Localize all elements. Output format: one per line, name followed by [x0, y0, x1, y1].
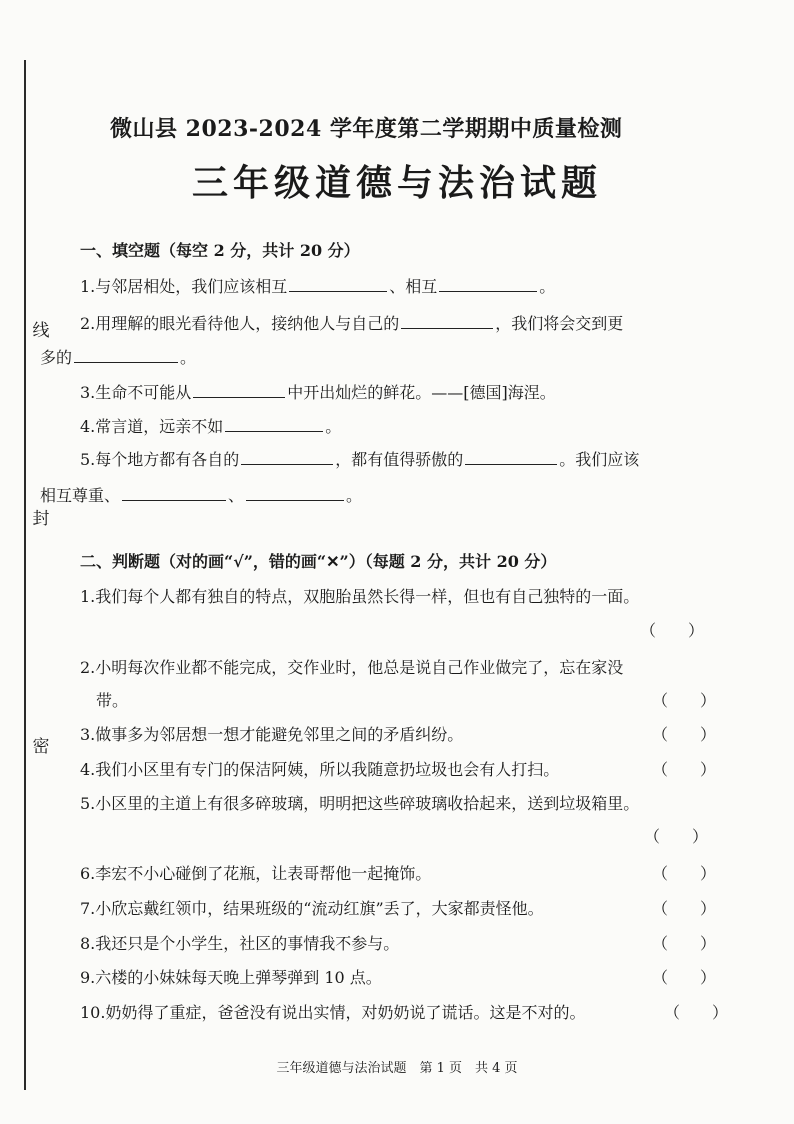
judge-item-1: 1.我们每个人都有独自的特点，双胞胎虽然长得一样，但也有自己独特的一面。 [80, 587, 640, 606]
answer-blank[interactable] [193, 383, 285, 398]
fill-question-2-cont [40, 345, 196, 368]
exam-subtitle: 三年级道德与法治试题 [191, 162, 602, 204]
answer-parentheses[interactable]: （ ） [652, 864, 717, 883]
q2-text-b: ，我们将会交到更 [495, 314, 624, 333]
binding-label-feng: 封 [26, 500, 56, 533]
section1-heading: 一、填空题（每空 2 分，共计 20 分） [80, 241, 360, 260]
judge-item-2-cont: 带。 [96, 691, 129, 710]
binding-label-xian: 线 [26, 312, 56, 345]
q1-text-c: 。 [539, 277, 556, 296]
judge-item-8: 8.我还只是个小学生，社区的事情我不参与。 [80, 934, 400, 953]
q2-text-d: 。 [180, 348, 197, 367]
answer-parentheses[interactable]: （ ） [652, 691, 717, 710]
fill-question-5 [80, 447, 639, 470]
answer-blank[interactable] [439, 277, 537, 292]
answer-blank[interactable] [122, 486, 226, 501]
fill-question-3 [80, 380, 556, 403]
q4-text-a: 4.常言道，远亲不如 [80, 417, 224, 436]
answer-blank[interactable] [289, 277, 387, 292]
answer-parentheses[interactable]: （ ） [652, 760, 717, 779]
fill-question-5-cont [40, 483, 362, 506]
fill-question-4 [80, 414, 341, 437]
answer-blank[interactable] [241, 450, 333, 465]
q2-text-a: 2.用理解的眼光看待他人，接纳他人与自己的 [80, 314, 400, 333]
answer-blank[interactable] [74, 348, 178, 363]
q3-text-a: 3.生命不可能从 [80, 383, 192, 402]
answer-blank[interactable] [465, 450, 557, 465]
q5-text-d: 相互尊重、 [40, 486, 121, 505]
answer-blank[interactable] [246, 486, 344, 501]
judge-item-7: 7.小欣忘戴红领巾，结果班级的“流动红旗”丢了，大家都责怪他。 [80, 899, 544, 918]
fill-question-1 [80, 274, 555, 297]
judge-item-10: 10.奶奶得了重症，爸爸没有说出实情，对奶奶说了谎话。这是不对的。 [80, 1003, 586, 1022]
answer-parentheses[interactable]: （ ） [640, 621, 705, 640]
section2-heading: 二、判断题（对的画“√”，错的画“✕”）（每题 2 分，共计 20 分） [80, 552, 557, 571]
q1-text-a: 1.与邻居相处，我们应该相互 [80, 277, 288, 296]
answer-blank[interactable] [225, 417, 323, 432]
fill-question-2 [80, 311, 623, 334]
q5-text-c: 。我们应该 [559, 450, 640, 469]
answer-parentheses[interactable]: （ ） [664, 1003, 729, 1022]
answer-parentheses[interactable]: （ ） [644, 827, 709, 846]
answer-parentheses[interactable]: （ ） [652, 968, 717, 987]
q5-text-b: ，都有值得骄傲的 [335, 450, 464, 469]
judge-item-6: 6.李宏不小心碰倒了花瓶，让表哥帮他一起掩饰。 [80, 864, 432, 883]
judge-item-4: 4.我们小区里有专门的保洁阿姨，所以我随意扔垃圾也会有人打扫。 [80, 760, 560, 779]
binding-line [24, 60, 26, 1090]
exam-title: 微山县 2023-2024 学年度第二学期期中质量检测 [110, 116, 623, 142]
q3-text-b: 中开出灿烂的鲜花。——[德国]海涅。 [287, 383, 556, 402]
answer-parentheses[interactable]: （ ） [652, 899, 717, 918]
judge-item-3: 3.做事多为邻居想一想才能避免邻里之间的矛盾纠纷。 [80, 725, 464, 744]
q5-text-e: 、 [228, 486, 245, 505]
q1-text-b: 、相互 [389, 277, 438, 296]
answer-parentheses[interactable]: （ ） [652, 934, 717, 953]
page-footer: 三年级道德与法治试题 第 1 页 共 4 页 [276, 1061, 518, 1076]
judge-item-9: 9.六楼的小妹妹每天晚上弹琴弹到 10 点。 [80, 968, 382, 987]
judge-item-5: 5.小区里的主道上有很多碎玻璃，明明把这些碎玻璃收拾起来，送到垃圾箱里。 [80, 794, 640, 813]
answer-blank[interactable] [401, 314, 493, 329]
judge-item-2: 2.小明每次作业都不能完成，交作业时，他总是说自己作业做完了，忘在家没 [80, 658, 624, 677]
q5-text-a: 5.每个地方都有各自的 [80, 450, 240, 469]
answer-parentheses[interactable]: （ ） [652, 725, 717, 744]
q2-text-c: 多的 [40, 348, 73, 367]
q4-text-b: 。 [325, 417, 342, 436]
binding-label-mi: 密 [26, 728, 56, 761]
q5-text-f: 。 [346, 486, 363, 505]
